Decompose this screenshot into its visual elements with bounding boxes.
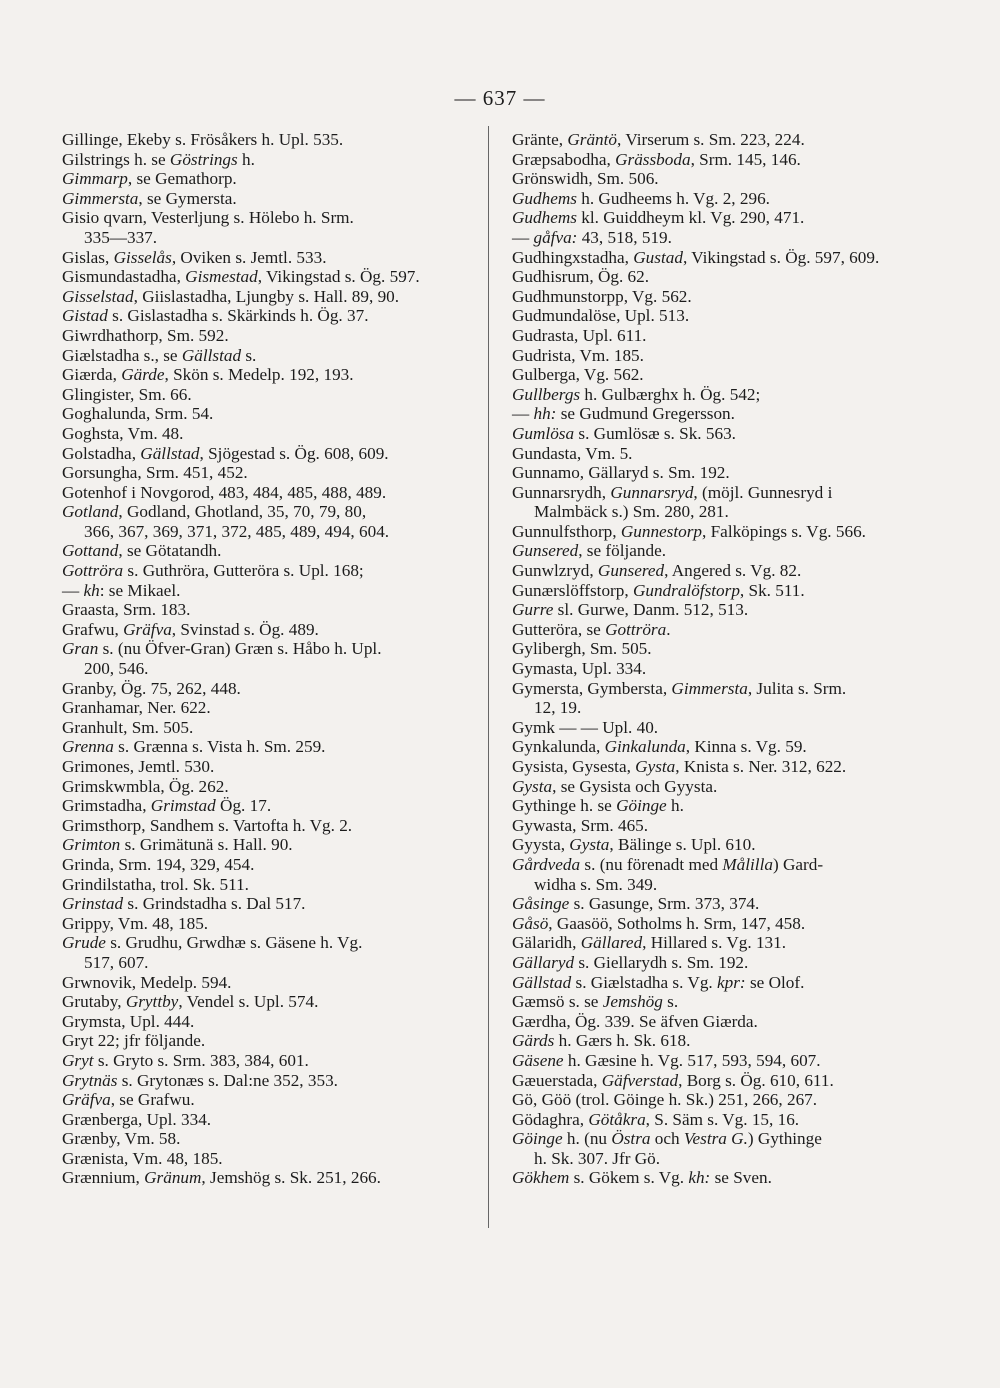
index-entry: Grænby, Vm. 58. xyxy=(62,1129,181,1149)
index-entry: Giælstadha s., se Gällstad s. xyxy=(62,345,257,365)
index-entry: Gudhisrum, Ög. 62. xyxy=(512,267,650,287)
index-entry: Gistad s. Gislastadha s. Skärkinds h. Ög. 37. xyxy=(62,306,369,326)
index-entry: Gunærslöffstorp, Gundralöfstorp, Sk. 511. xyxy=(512,580,805,600)
index-entry: Grænista, Vm. 48, 185. xyxy=(62,1148,223,1168)
index-entry: Gunwlzryd, Gunsered, Angered s. Vg. 82. xyxy=(512,561,802,581)
index-entry: Gylibergh, Sm. 505. xyxy=(512,639,652,659)
index-entry: Gimmarp, se Gemathorp. xyxy=(62,169,237,189)
index-entry: Græpsabodha, Grässboda, Srm. 145, 146. xyxy=(512,149,801,169)
page-number: — 637 — xyxy=(454,86,546,110)
index-entry: Golstadha, Gällstad, Sjögestad s. Ög. 608, 609. xyxy=(62,443,389,463)
index-entry: Grippy, Vm. 48, 185. xyxy=(62,913,209,933)
index-entry: Gökhem s. Gökem s. Vg. kh: se Sven. xyxy=(512,1168,772,1188)
index-entry: Gåsö, Gaasöö, Sotholms h. Srm, 147, 458. xyxy=(512,913,806,933)
index-entry: Grimstadha, Grimstad Ög. 17. xyxy=(62,796,272,816)
index-entry: Gyysta, Gysta, Bälinge s. Upl. 610. xyxy=(512,835,756,855)
index-entry: Gudhmunstorpp, Vg. 562. xyxy=(512,286,692,306)
index-entry: Granby, Ög. 75, 262, 448. xyxy=(62,678,241,698)
index-entry: Gudhems kl. Guiddheym kl. Vg. 290, 471. xyxy=(512,208,805,228)
index-entry: Gurre sl. Gurwe, Danm. 512, 513. xyxy=(512,600,749,620)
index-entry: Gysista, Gysesta, Gysta, Knista s. Ner. 312, 622. xyxy=(512,757,847,776)
index-entry: 200, 546. xyxy=(84,659,149,679)
index-entry: Gårdveda s. (nu förenadt med Målilla) Gard- xyxy=(512,854,824,874)
index-entry: Gæuerstada, Gäfverstad, Borg s. Ög. 610, 611. xyxy=(512,1070,834,1090)
index-entry: Gö, Göö (trol. Göinge h. Sk.) 251, 266, 267. xyxy=(512,1090,818,1110)
index-entry: Gunnarsrydh, Gunnarsryd, (möjl. Gunnesryd i xyxy=(512,482,833,502)
index-entry: Grimskwmbla, Ög. 262. xyxy=(62,776,229,796)
index-entry: h. Sk. 307. Jfr Gö. xyxy=(534,1148,661,1168)
index-entry: Gulberga, Vg. 562. xyxy=(512,365,644,385)
index-entry: Grinda, Srm. 194, 329, 454. xyxy=(62,854,255,874)
index-entry: Gilstrings h. se Göstrings h. xyxy=(62,149,255,169)
index-entry: Grenna s. Grænna s. Vista h. Sm. 259. xyxy=(62,737,326,757)
right-column xyxy=(512,130,942,1188)
index-entry: Granhamar, Ner. 622. xyxy=(62,698,211,718)
index-entry: Gullbergs h. Gulbærghx h. Ög. 542; xyxy=(512,384,761,404)
index-entry: Gisselstad, Giislastadha, Ljungby s. Hall. 89, 90. xyxy=(62,286,400,306)
index-entry: Gryt s. Gryto s. Srm. 383, 384, 601. xyxy=(62,1050,309,1070)
index-entry: Gudhingxstadha, Gustad, Vikingstad s. Ög. 597, 609. xyxy=(512,247,880,267)
index-entry: Gottand, se Götatandh. xyxy=(62,541,222,561)
index-entry: Giwrdhathorp, Sm. 592. xyxy=(62,325,229,345)
index-entry: Malmbäck s.) Sm. 280, 281. xyxy=(534,502,729,522)
index-entry: Gällaryd s. Giellarydh s. Sm. 192. xyxy=(512,952,749,972)
index-entry: Gutteröra, se Gottröra. xyxy=(512,619,671,639)
index-entry: Göinge h. (nu Östra och Vestra G.) Gythinge xyxy=(512,1129,822,1149)
index-entry: Gödaghra, Götåkra, S. Säm s. Vg. 15, 16. xyxy=(512,1109,800,1129)
index-entry: Grænnium, Gränum, Jemshög s. Sk. 251, 266. xyxy=(62,1168,381,1188)
index-entry: Goghsta, Vm. 48. xyxy=(62,423,184,443)
index-entry: Gymersta, Gymbersta, Gimmersta, Julita s. Srm. xyxy=(512,678,847,698)
index-entry: Gundasta, Vm. 5. xyxy=(512,443,633,463)
index-entry: Gumlösa s. Gumlösæ s. Sk. 563. xyxy=(512,423,736,443)
index-entry: Grwnovik, Medelp. 594. xyxy=(62,972,232,992)
index-entry: Gäsene h. Gæsine h. Vg. 517, 593, 594, 607. xyxy=(512,1050,821,1070)
index-entry: — gåfva: 43, 518, 519. xyxy=(512,227,672,247)
index-entry: Gywasta, Srm. 465. xyxy=(512,815,649,835)
index-entry: Gälaridh, Gällared, Hillared s. Vg. 131. xyxy=(512,933,787,953)
index-entry: Grafwu, Gräfva, Svinstad s. Ög. 489. xyxy=(62,619,319,639)
index-entry: Grænberga, Upl. 334. xyxy=(62,1109,212,1129)
index-entry: — kh: se Mikael. xyxy=(62,580,181,600)
index-entry: Gymasta, Upl. 334. xyxy=(512,659,647,679)
index-entry: Gunsered, se följande. xyxy=(512,541,667,561)
index-entry: Grimones, Jemtl. 530. xyxy=(62,757,215,776)
index-entry: Gudrasta, Upl. 611. xyxy=(512,325,647,345)
index-entry: Gränte, Gräntö, Virserum s. Sm. 223, 224. xyxy=(512,130,805,149)
index-entry: Glingister, Sm. 66. xyxy=(62,384,192,404)
index-entry: Gåsinge s. Gasunge, Srm. 373, 374. xyxy=(512,894,760,914)
index-entry: Gymk — — Upl. 40. xyxy=(512,717,659,737)
index-entry: Gisio qvarn, Vesterljung s. Hölebo h. Srm. xyxy=(62,208,354,228)
index-entry: Gysta, se Gysista och Gyysta. xyxy=(512,776,718,796)
index-entry: 12, 19. xyxy=(534,698,582,718)
index-entry: Grimton s. Grimätunä s. Hall. 90. xyxy=(62,835,293,855)
index-entry: Grindilstatha, trol. Sk. 511. xyxy=(62,874,249,894)
index-entry: Gorsungha, Srm. 451, 452. xyxy=(62,463,248,483)
index-entry: Gynkalunda, Ginkalunda, Kinna s. Vg. 59. xyxy=(512,737,807,757)
column-divider xyxy=(488,126,489,1228)
index-entry: 517, 607. xyxy=(84,952,149,972)
index-entry: Gunnulfsthorp, Gunnestorp, Falköpings s. Vg. 566. xyxy=(512,521,866,541)
index-entry: Gillinge, Ekeby s. Frösåkers h. Upl. 535. xyxy=(62,130,344,149)
index-entry: Gran s. (nu Öfver-Gran) Græn s. Håbo h. Upl. xyxy=(62,639,382,659)
index-entry: Graasta, Srm. 183. xyxy=(62,600,191,620)
index-entry: Gottröra s. Guthröra, Gutteröra s. Upl. 168; xyxy=(62,561,364,581)
index-entry: Grymsta, Upl. 444. xyxy=(62,1011,195,1031)
left-column xyxy=(62,130,480,1188)
index-entry: Gythinge h. se Göinge h. xyxy=(512,796,684,816)
index-entry: Grytnäs s. Grytonæs s. Dal:ne 352, 353. xyxy=(62,1070,338,1090)
index-entry: Gæmsö s. se Jemshög s. xyxy=(512,992,679,1012)
index-entry: Granhult, Sm. 505. xyxy=(62,717,194,737)
index-entry: Grutaby, Gryttby, Vendel s. Upl. 574. xyxy=(62,992,319,1012)
index-entry: Gunnamo, Gällaryd s. Sm. 192. xyxy=(512,463,730,483)
index-entry: Grimsthorp, Sandhem s. Vartofta h. Vg. 2. xyxy=(62,815,353,835)
index-entry: Gräfva, se Grafwu. xyxy=(62,1090,195,1110)
index-entry: Gotenhof i Novgorod, 483, 484, 485, 488, 489. xyxy=(62,482,387,502)
index-entry: Gudrista, Vm. 185. xyxy=(512,345,644,365)
index-entry: Gudmundalöse, Upl. 513. xyxy=(512,306,690,326)
index-entry: Gudhems h. Gudheems h. Vg. 2, 296. xyxy=(512,188,770,208)
index-entry: Grönswidh, Sm. 506. xyxy=(512,169,659,189)
index-entry: Grinstad s. Grindstadha s. Dal 517. xyxy=(62,894,306,914)
index-entry: Gärds h. Gærs h. Sk. 618. xyxy=(512,1031,691,1051)
index-entry: Gismundastadha, Gismestad, Vikingstad s. Ög. 597. xyxy=(62,267,420,287)
index-entry: Gryt 22; jfr följande. xyxy=(62,1031,206,1051)
index-entry: Giærda, Gärde, Skön s. Medelp. 192, 193. xyxy=(62,365,354,385)
index-entry: — hh: se Gudmund Gregersson. xyxy=(512,404,735,424)
index-entry: 366, 367, 369, 371, 372, 485, 489, 494, 604. xyxy=(84,521,390,541)
index-entry: Grude s. Grudhu, Grwdhæ s. Gäsene h. Vg. xyxy=(62,933,363,953)
index-entry: Gimmersta, se Gymersta. xyxy=(62,188,237,208)
index-entry: Goghalunda, Srm. 54. xyxy=(62,404,214,424)
index-entry: Gotland, Godland, Ghotland, 35, 70, 79, 80, xyxy=(62,502,367,522)
index-entry: Gærdha, Ög. 339. Se äfven Giærda. xyxy=(512,1011,758,1031)
index-entry: Gällstad s. Giælstadha s. Vg. kpr: se Olof. xyxy=(512,972,805,992)
index-entry: 335—337. xyxy=(84,227,158,247)
index-entry: widha s. Sm. 349. xyxy=(534,874,658,894)
index-entry: Gislas, Gisselås, Oviken s. Jemtl. 533. xyxy=(62,247,327,267)
